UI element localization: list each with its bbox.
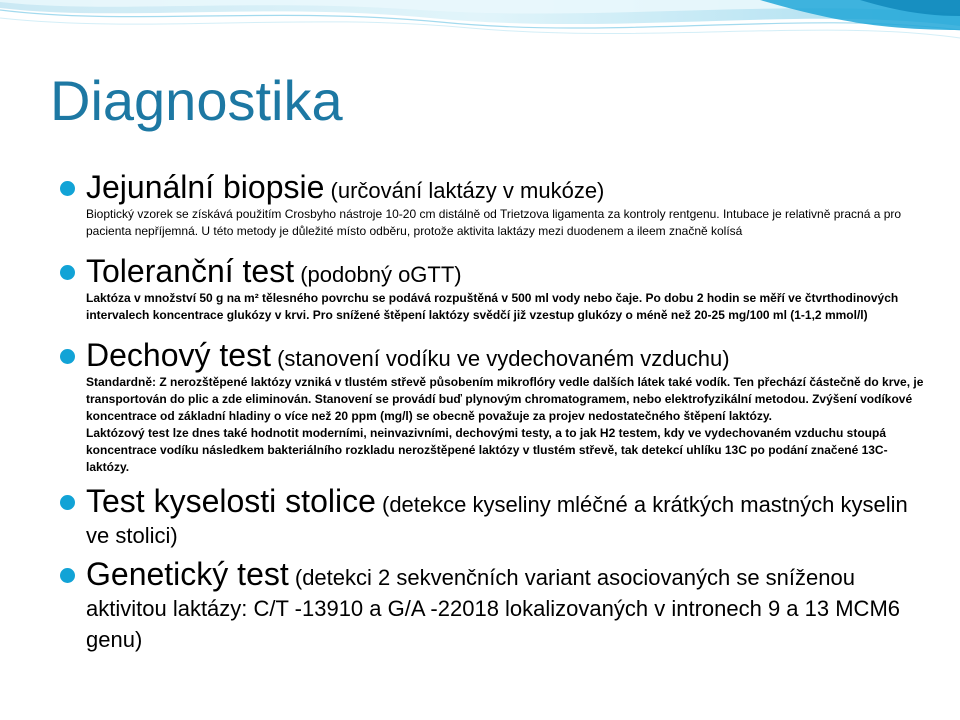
item-heading bbox=[86, 337, 928, 374]
bullet-dot-icon bbox=[60, 568, 75, 583]
bullet-dot-icon bbox=[60, 265, 75, 280]
list-item-jejunal-biopsy bbox=[58, 169, 928, 240]
item-heading-main: Toleranční test bbox=[86, 253, 295, 289]
item-description: Bioptický vzorek se získává použitím Crosbyho nástroje 10-20 cm distálně od Trietzova ligamenta za kontroly rentgenu. Intubace je relativně pracná a pro pacienta nepříjemná. U této metody je důležité místo odběru, protože aktivita laktázy mezi duodenem a ileem značně kolísá bbox=[86, 207, 902, 238]
list-item-stool-acidity-test bbox=[58, 483, 928, 551]
header-wave-decoration bbox=[0, 0, 960, 60]
item-heading-main: Dechový test bbox=[86, 337, 271, 373]
item-heading bbox=[86, 169, 928, 206]
bullet-list bbox=[58, 169, 928, 655]
item-heading-main: Test kyselosti stolice bbox=[86, 483, 376, 519]
item-heading-note: (detekce kyseliny mléčné a krátkých mastných kyselin ve stolici) bbox=[86, 492, 908, 548]
list-item-tolerance-test bbox=[58, 253, 928, 324]
item-heading-main: Jejunální biopsie bbox=[86, 169, 325, 205]
list-item-breath-test bbox=[58, 337, 928, 476]
item-heading bbox=[86, 253, 928, 290]
page-title: Diagnostika bbox=[50, 69, 343, 132]
bullet-dot-icon bbox=[60, 181, 75, 196]
item-description: Laktóza v množství 50 g na m² tělesného povrchu se podává rozpuštěná v 500 ml vody nebo čaje. Po dobu 2 hodin se měří ve čtvrthodinových intervalech koncentrace glukózy v krvi. Pro snížené štěpení laktózy svědčí již vzestup glukózy o méně než 20-25 mg/100 ml (1-1,2 mmol/l) bbox=[86, 291, 899, 322]
item-description: Standardně: Z nerozštěpené laktózy vzniká v tlustém střevě působením mikroflóry vedle dalších látek také vodík. Ten přechází částečně do krve, je transportován do plic a zde eliminován. Stanovení se provádí buď plynovým chromatogramem, nebo elektrofyzikální metodou. Zvýšení vodíkové koncentrace od základní hladiny o více než 20 ppm (mg/l) se obecně považuje za projev nedostatečného štěpení laktózy. bbox=[86, 375, 924, 423]
item-heading-note: (určování laktázy v mukóze) bbox=[324, 178, 605, 203]
item-heading-note: (stanovení vodíku ve vydechovaném vzduchu) bbox=[270, 346, 730, 371]
list-item-genetic-test bbox=[58, 556, 928, 655]
bullet-dot-icon bbox=[60, 349, 75, 364]
item-heading-note: (podobný oGTT) bbox=[294, 262, 462, 287]
bullet-dot-icon bbox=[60, 495, 75, 510]
item-description: Laktózový test lze dnes také hodnotit moderními, neinvazivními, dechovými testy, a to jak H2 testem, kdy ve vydechovaném vzduchu stoupá koncentrace vodíku následkem bakteriálního rozkladu nerozštěpené laktózy v tlustém střevě, tak detekcí uhlíku 13C po podání značené 13C-laktózy. bbox=[86, 426, 888, 474]
item-heading-note: (detekci 2 sekvenčních variant asociovaných se sníženou aktivitou laktázy: C/T -13910 a G/A -22018 lokalizovaných v intronech 9 a 13 MCM6 genu) bbox=[86, 565, 901, 652]
item-heading bbox=[86, 556, 928, 655]
item-heading-main: Genetický test bbox=[86, 556, 289, 592]
item-heading bbox=[86, 483, 928, 551]
